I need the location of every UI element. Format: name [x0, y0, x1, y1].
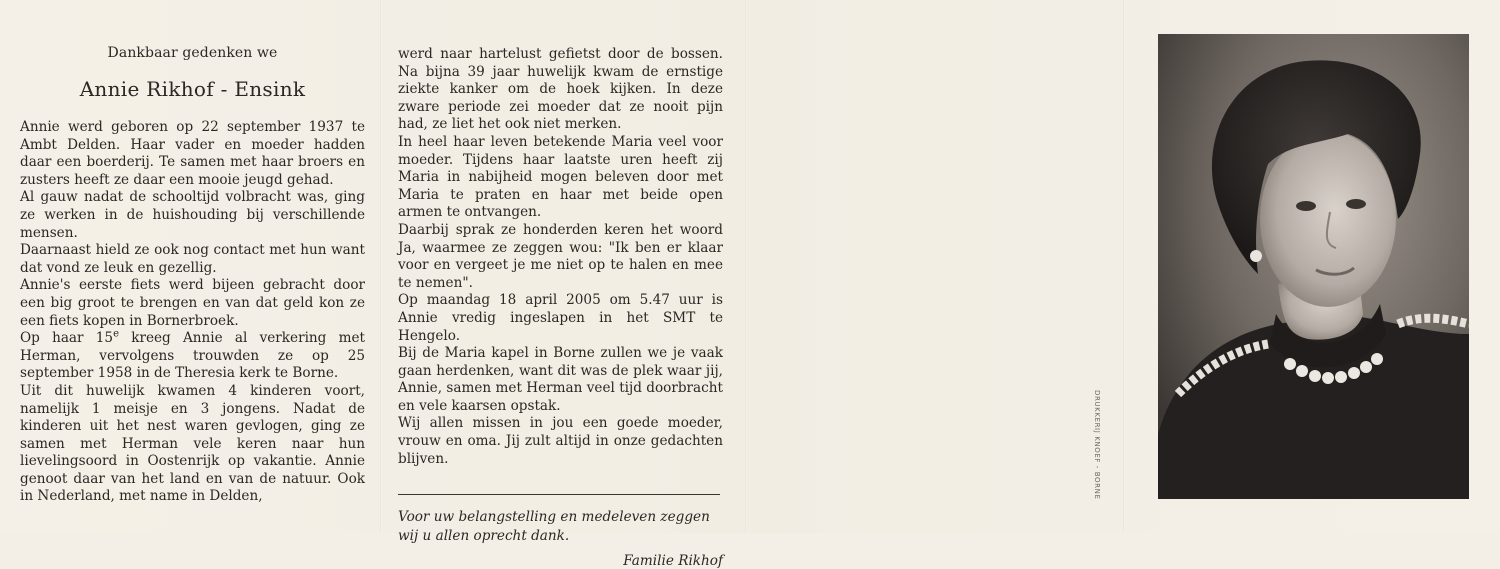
paragraph-text: kreeg Annie al verkering met Herman, vervolgens trouwden ze op 25 september 1958 in de Theresia kerk te Borne. [20, 330, 366, 382]
biography-part-2 [398, 46, 723, 468]
left-panel [20, 0, 365, 533]
paragraph: Al gauw nadat de schooltijd volbracht was, ging ze werken in de huishouding bij verschillende mensen. [20, 189, 365, 241]
family-signature: Familie Rikhof [623, 553, 723, 569]
ordinal-suffix: e [113, 328, 119, 340]
portrait-photo [1158, 34, 1469, 499]
paragraph: Op maandag 18 april 2005 om 5.47 uur is Annie vredig ingeslapen in het SMT te Hengelo. [398, 292, 723, 344]
heading: Dankbaar gedenken we [107, 45, 278, 61]
paragraph-text: Op haar 15 [20, 330, 114, 347]
paragraph: In heel haar leven betekende Maria veel voor moeder. Tijdens haar laatste uren heeft zij Maria in nabijheid mogen beleven door met Maria te praten en haar met beide open armen te ontvangen. [398, 133, 723, 221]
paragraph: Daarnaast hield ze ook nog contact met hun want dat vond ze leuk en gezellig. [20, 242, 365, 276]
paragraph: Wij allen missen in jou een goede moeder, vrouw en oma. Jij zult altijd in onze gedachten blijven. [398, 415, 723, 467]
biography-part-1 [20, 119, 365, 506]
deceased-name: Annie Rikhof - Ensink [79, 77, 306, 101]
fold-line-middle [745, 0, 747, 533]
portrait-illustration [1158, 34, 1469, 499]
printer-imprint: DRUKKERIJ KNOEF - BORNE [1093, 390, 1101, 500]
paragraph [20, 330, 365, 383]
paragraph: werd naar hartelust gefietst door de bossen. Na bijna 39 jaar huwelijk kwam de ernstige ziekte kanker om de hoek kijken. In deze zware periode zei moeder dat ze nooit pijn had, ze liet het ook niet merken. [398, 46, 723, 133]
paragraph: Uit dit huwelijk kwamen 4 kinderen voort, namelijk 1 meisje en 3 jongens. Nadat de kinderen uit het nest waren gevlogen, ging ze samen met Herman vele keren naar hun lievelingsoord in Oostenrijk op vakantie. Annie genoot daar van het land en van de natuur. Ook in Nederland, met name in Delden, [20, 382, 365, 505]
middle-panel [398, 0, 723, 569]
fold-line-left [380, 0, 382, 533]
paragraph: Annie's eerste fiets werd bijeen gebracht door een big groot te brengen en van dat geld kon ze een fiets kopen in Bornerbroek. [20, 277, 365, 329]
paragraph: Bij de Maria kapel in Borne zullen we je vaak gaan herdenken, want dit was de plek waar jij, Annie, samen met Herman veel tijd doorbracht en vele kaarsen opstak. [398, 345, 723, 414]
thanks-message: Voor uw belangstelling en medeleven zeggen wij u allen oprecht dank. [398, 509, 710, 545]
divider-line [398, 494, 720, 495]
fold-line-right [1123, 0, 1125, 533]
paragraph: Annie werd geboren op 22 september 1937 te Ambt Delden. Haar vader en moeder hadden daar een boerderij. Te samen met haar broers en zusters heeft ze daar een mooie jeugd gehad. [20, 119, 365, 188]
paragraph: Daarbij sprak ze honderden keren het woord Ja, waarmee ze zeggen wou: "Ik ben er klaar voor en vergeet je me niet op te halen en mee te nemen". [398, 221, 723, 291]
